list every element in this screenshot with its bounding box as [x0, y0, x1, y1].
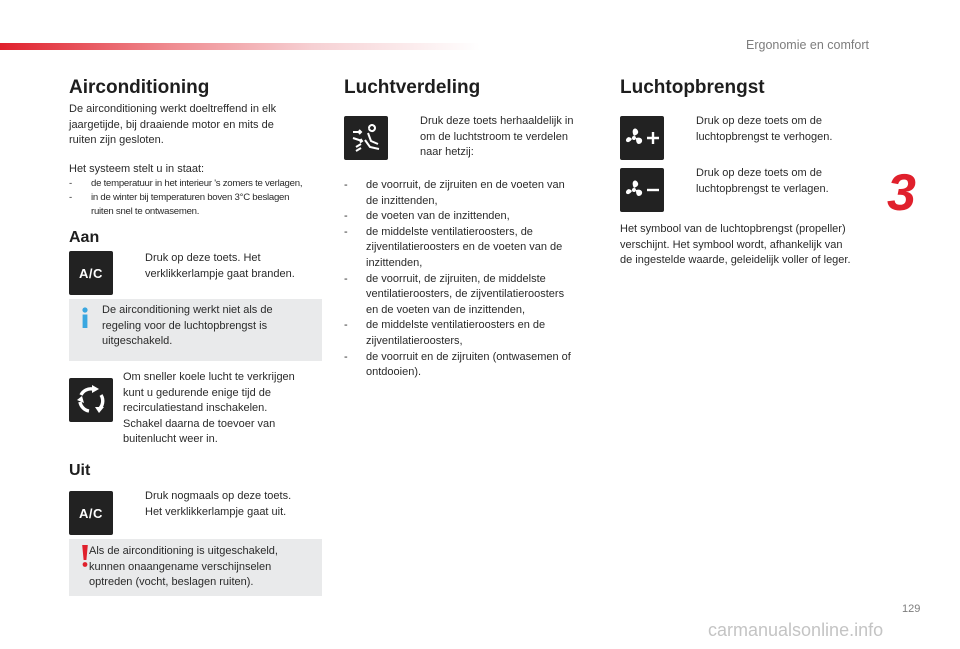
verdeling-title: Luchtverdeling [344, 77, 481, 98]
ac-off-button[interactable] [69, 491, 113, 535]
fan-plus-icon [622, 123, 662, 153]
list-item: - de middelste ventilatieroosters, de zijventilatieroosters en de voeten van de inzittenden, [344, 225, 563, 269]
info-text: De airconditioning werkt niet als de regeling voor de luchtopbrengst is uitgeschakeld. [102, 304, 273, 348]
list-item: - de voorruit en de zijruiten (ontwasemen of ontdooien). [344, 350, 571, 379]
decrease-instruction: Druk op deze toets om de luchtopbrengst te verlagen. [696, 167, 829, 195]
uit-instruction: Druk nogmaals op deze toets. Het verklikkerlampje gaat uit. [145, 490, 292, 518]
warning-box [69, 539, 322, 596]
fan-increase-button[interactable] [620, 116, 664, 160]
air-distribution-icon [348, 120, 384, 156]
ac-button-label: A/C [79, 505, 103, 521]
list-item: - de voorruit, de zijruiten, de middelste ventilatieroosters, de zijventilatieroosters en de voeten van de inzittenden, [344, 272, 565, 316]
opbrengst-title: Luchtopbrengst [620, 77, 765, 98]
system-list: - de temperatuur in het interieur 's zomers te verlagen, - in de winter bij temperaturen boven 3°C beslagen ruiten snel te ontwasemen. [69, 178, 303, 217]
recirculation-icon [74, 383, 108, 417]
page-number: 129 [902, 603, 921, 615]
air-distribution-button[interactable] [344, 116, 388, 160]
info-icon [79, 307, 91, 329]
opbrengst-note: Het symbool van de luchtopbrengst (propeller) verschijnt. Het symbool wordt, afhankelijk van de ingestelde waarde, geleidelijk voller of leger. [620, 223, 851, 267]
system-label: Het systeem stelt u in staat: [69, 163, 205, 175]
uit-title: Uit [69, 462, 91, 479]
recirculation-button[interactable] [69, 378, 113, 422]
recirc-text: Om sneller koele lucht te verkrijgen kunt u gedurende enige tijd de recirculatiestand inschakelen. Schakel daarna de toevoer van buitenlucht weer in. [123, 371, 295, 446]
fan-minus-icon [622, 175, 662, 205]
system-item: - in de winter bij temperaturen boven 3°C beslagen [69, 192, 290, 203]
info-box [69, 299, 322, 361]
verdeling-instruction: Druk deze toets herhaaldelijk in om de luchtstroom te verdelen naar hetzij: [420, 115, 574, 159]
ac-button-label: A/C [79, 265, 103, 281]
chapter-number: 3 [887, 164, 916, 222]
airco-intro: De airconditioning werkt doeltreffend in elk jaargetijde, bij draaiende motor en mits de ruiten zijn gesloten. [69, 103, 277, 147]
watermark: carmanualsonline.info [708, 620, 884, 640]
aan-title: Aan [69, 229, 100, 246]
airco-title: Airconditioning [69, 77, 210, 98]
section-title: Ergonomie en comfort [746, 38, 869, 52]
list-item: - de middelste ventilatieroosters en de zijventilatieroosters, [344, 319, 546, 347]
fan-decrease-button[interactable] [620, 168, 664, 212]
increase-instruction: Druk op deze toets om de luchtopbrengst te verhogen. [696, 115, 833, 143]
distribution-list [344, 178, 600, 381]
header-accent-bar [0, 43, 480, 50]
list-item: - de voeten van de inzittenden, [344, 210, 510, 223]
system-item: - de temperatuur in het interieur 's zomers te verlagen, [69, 178, 303, 189]
list-item: - de voorruit, de zijruiten en de voeten van de inzittenden, [344, 179, 565, 207]
warning-text: Als de airconditioning is uitgeschakeld, kunnen onaangename verschijnselen optreden (vocht, beslagen ruiten). [89, 545, 278, 589]
ac-on-button[interactable] [69, 251, 113, 295]
aan-instruction: Druk op deze toets. Het verklikkerlampje gaat branden. [145, 252, 295, 280]
